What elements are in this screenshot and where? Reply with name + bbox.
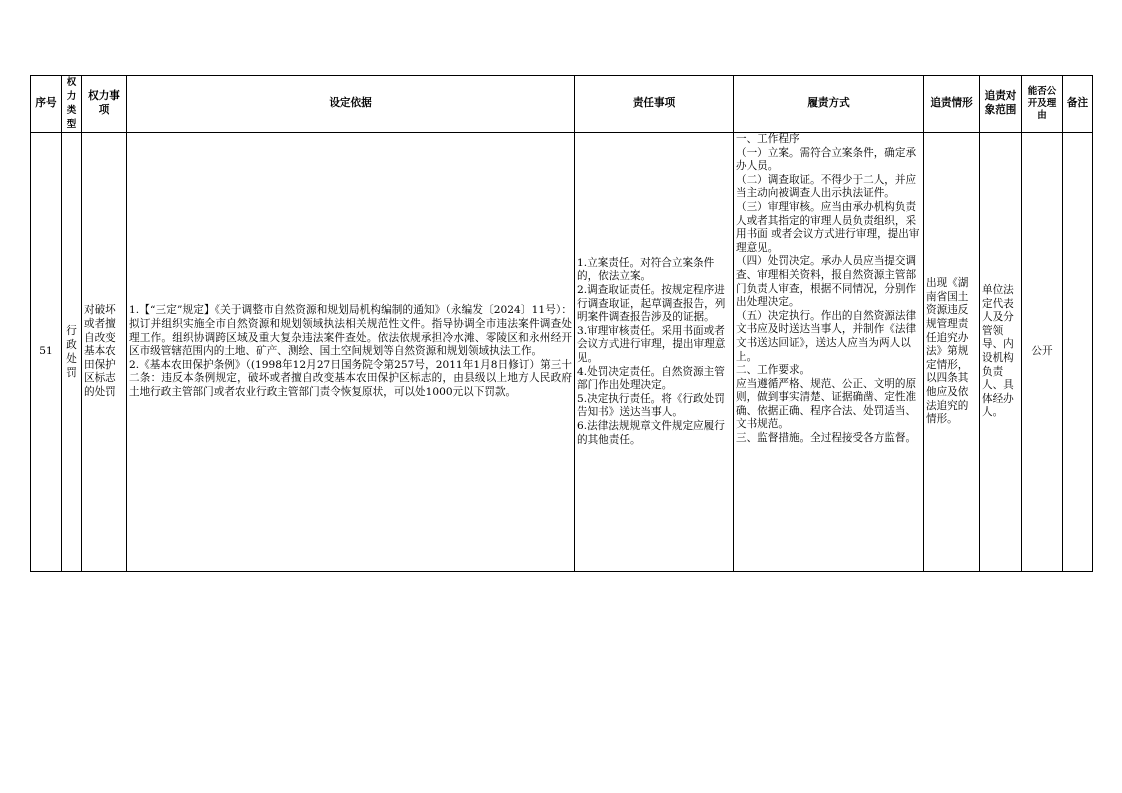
basis-line: 1.【“三定”规定】《关于调整市自然资源和规划局机构编制的通知》（永编发〔2024〕11号）：拟订并组织实施全市自然资源和规划领域执法相关规范性文件。指导协调全市违法案件调查处理工作。组织协调跨区域及重大复杂违法案件查处。依法依规承担冷水滩、零陵区和永州经开区市级管辖范围内的土地、矿产、测绘、国土空间规划等自然资源和规划领域执法工作。 [129,304,572,358]
header-public: 能否公开及理由 [1022,76,1063,133]
method-line: （五）决定执行。作出的自然资源法律文书应及时送达当事人，并制作《法律文书送达回证》，送达人应当为两人以上。 [736,309,917,363]
row-number: 51 [31,133,62,572]
row-basis [127,133,575,572]
table-row [31,133,1093,572]
row-power-item: 对破坏或者擅自改变基本农田保护区标志的处罚 [82,133,127,572]
header-accountability: 追责情形 [924,76,980,133]
method-line: 三、监督措施。全过程接受各方监督。 [736,432,917,445]
basis-line: 2.《基本农田保护条例》（(1998年12月27日国务院令第257号，2011年1月8日修订）第三十二条：违反本条例规定，破坏或者擅自改变基本农田保护区标志的，由县级以上地方人民政府土地行政主管部门或者农业行政主管部门责令恢复原状，可以处1000元以下罚款。 [129,358,572,398]
method-line: （二）调查取证。不得少于二人，并应当主动向被调查人出示执法证件。 [736,173,917,200]
header-note: 备注 [1063,76,1093,133]
header-duty: 责任事项 [575,76,734,133]
duty-line: 2.调查取证责任。按规定程序进行调查取证，起草调查报告，列明案件调查报告涉及的证据。 [577,284,726,324]
method-line: 应当遵循严格、规范、公正、文明的原则，做到事实清楚、证据确凿、定性准确、依据正确、程序合法、处罚适当、文书规范。 [736,377,917,431]
header-no: 序号 [31,76,62,133]
row-note [1063,133,1093,572]
method-line: 一、工作程序 [736,133,800,145]
method-line: （三）审理审核。应当由承办机构负责人或者其指定的审理人员负责组织，采用书面 或者会议方式进行审理，提出审理意见。 [736,200,920,254]
row-scope: 单位法定代表人及分管领导、内设机构负责人、具体经办人。 [980,133,1022,572]
header-power-item: 权力事项 [82,76,127,133]
method-line: （四）处罚决定。承办人员应当提交调查、审理相关资料，报自然资源主管部门负责人审查，根据不同情况，分别作出处理决定。 [736,255,917,309]
duty-line: 4.处罚决定责任。自然资源主管部门作出处理决定。 [577,365,725,392]
duty-line: 3.审理审核责任。采用书面或者会议方式进行审理，提出审理意见。 [577,324,726,364]
duty-line: 5.决定执行责任。将《行政处罚告知书》送达当事人。 [577,392,725,419]
header-power-type: 权力类型 [62,76,82,133]
row-method [734,133,924,572]
method-line: （一）立案。需符合立案条件，确定承办人员。 [736,146,917,173]
power-list-table [30,75,1093,572]
row-power-type: 行政处罚 [62,133,82,572]
header-scope: 追责对象范围 [980,76,1022,133]
header-method: 履责方式 [734,76,924,133]
duty-line: 6.法律法规规章文件规定应履行的其他责任。 [577,419,725,446]
header-basis: 设定依据 [127,76,575,133]
row-duty [575,133,734,572]
method-line: 二、工作要求。 [736,364,811,377]
duty-line: 1.立案责任。对符合立案条件的，依法立案。 [577,256,715,283]
row-public: 公开 [1022,133,1063,572]
row-accountability: 出现《湖南省国土资源违反规管理责任追究办法》第规定情形，以四条其他应及依法追究的情形。 [924,133,980,572]
header-row [31,76,1093,133]
